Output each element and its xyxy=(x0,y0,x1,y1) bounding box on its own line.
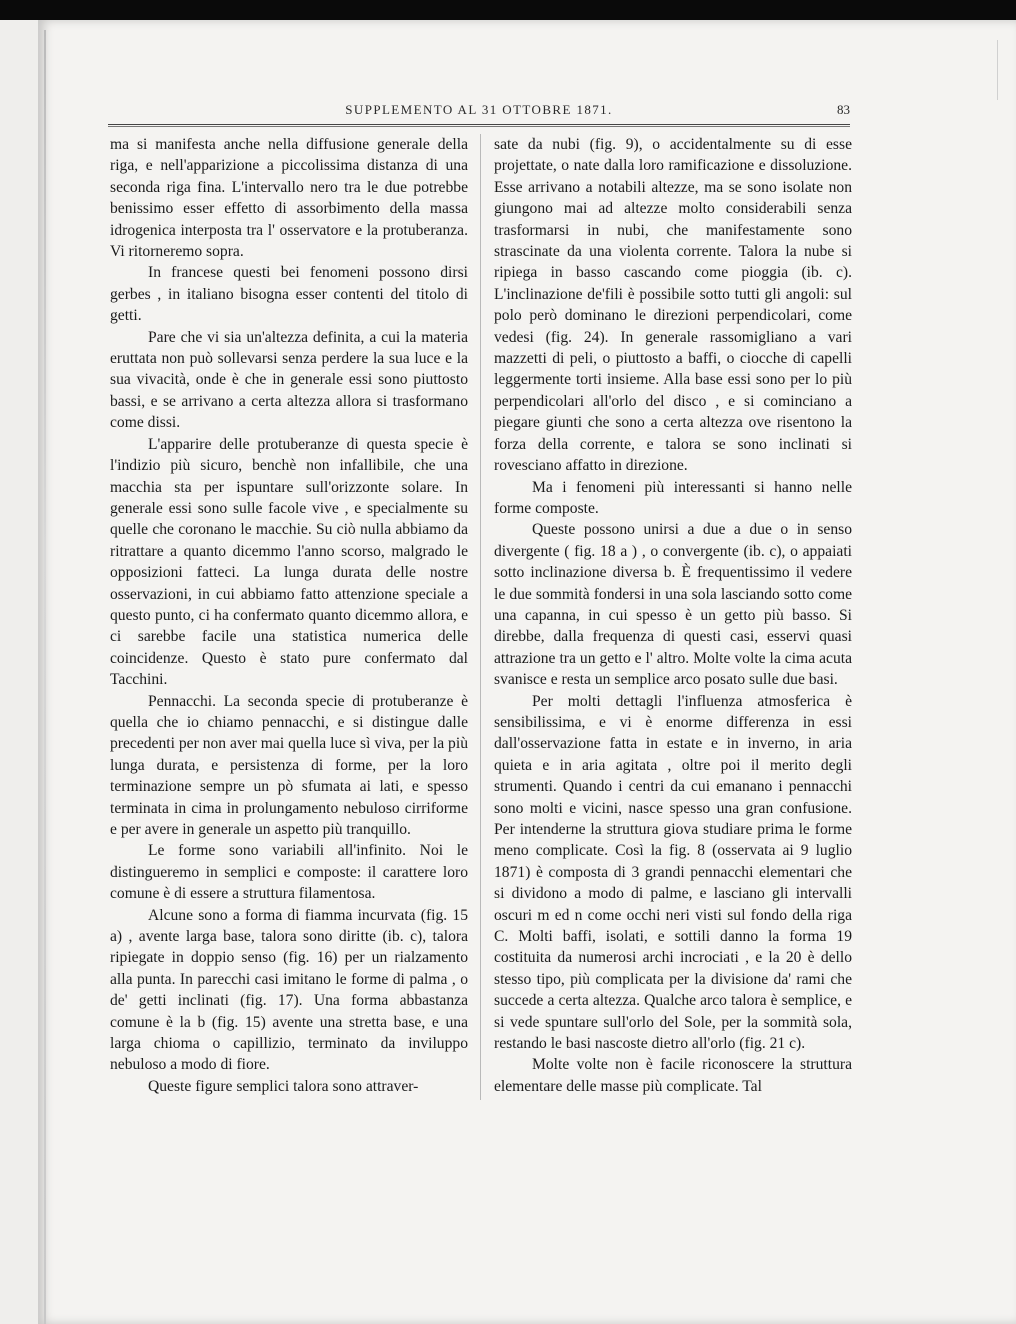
paragraph: Ma i fenomeni più interessanti si hanno nelle forme composte. xyxy=(494,478,852,517)
page-edge-mark xyxy=(987,40,998,100)
paragraph: Molte volte non è facile riconoscere la struttura elementare delle masse più complicate. Tal xyxy=(494,1056,852,1095)
paragraph: Per molti dettagli l'influenza atmosferica è sensibilissima, e vi è enorme differenza in essi dall'osservazione fatta in estate e in inverno, in aria quieta e in aria agitata , oltre poi il merito degli strumenti. Quando i centri da cui emanano i pennacchi sono molti e vicini, nasce spesso una gran confusione. Per intenderne la struttura giova studiare prima le forme meno complicate. Così la fig. 8 (osservata ai 9 luglio 1871) è composta di 3 grandi pennacchi elementari che si dividono a modo di palme, e lasciano gli intervalli oscuri m ed n come occhi neri visti sul fondo della riga C. Molti baffi, isolati, e sottili danno la forma 19 costituita da numerosi archi incrociati , e la 20 è dello stesso tipo, più complicata per la divisione da' rami che succede a certa altezza. Qualche arco talora è semplice, e si vede spuntare sull'orlo del Sole, per la sommità sola, restando le basi nascoste dietro all'orlo (fig. 21 c). xyxy=(494,692,852,1053)
left-column xyxy=(110,134,468,1097)
paragraph: Queste figure semplici talora sono attraver- xyxy=(148,1077,419,1095)
paragraph: In francese questi bei fenomeni possono dirsi gerbes , in italiano bisogna esser contenti del titolo di getti. xyxy=(110,264,468,325)
paragraph: Queste possono unirsi a due a due o in senso divergente ( fig. 18 a ) , o convergente (ib. c), o appaiati sotto inclinazione diversa b. È frequentissimo il vedere le due sommità fondersi in una sola lasciando sotto come una capanna, in cui spesso è un getto più basso. Si direbbe, dalla frequenza di questi casi, esservi quasi attrazione tra un getto e l' altro. Molte volte la cima acuta svanisce e resta un semplice arco posato sulle due basi. xyxy=(494,521,852,689)
paragraph: ma si manifesta anche nella diffusione generale della riga, e nell'apparizione a piccolissima distanza di una seconda riga fina. L'intervallo nero tra le due potrebbe benissimo esser effetto di assorbimento della massa idrogenica interposta tra l' osservatore e la protuberanza. Vi ritorneremo sopra. xyxy=(110,136,468,261)
header-rule xyxy=(108,124,850,127)
paragraph: sate da nubi (fig. 9), o accidentalmente su di esse projettate, o nate dalla loro ramificazione e dissoluzione. Esse arrivano a notabili altezze, ma se sono isolate non giungono mai ad altezze molto considerabili senza trasformarsi in nubi, che manifestamente sono strascinate da una violenta corrente. Talora la nube si ripiega in basso cascando come pioggia (ib. c). L'inclinazione de'fili è possibile sotto tutti gli angoli: sul polo però dominano le direzioni perpendicolari, come vedesi (fig. 24). In generale rassomigliano a vari mazzetti di peli, o piuttosto a baffi, o ciocche di capelli leggermente torti insieme. Alla base essi sono per lo più perpendicolari all'orlo del disco , e si cominciano a piegare giunti che sono a certa altezza ove risentono la forza della corrente, e talora se sono inclinati si rovesciano affatto in direzione. xyxy=(494,136,852,475)
paragraph: Alcune sono a forma di fiamma incurvata (fig. 15 a) , avente larga base, talora sono diritte (ib. c), talora ripiegate in doppio senso (fig. 16) per un rialzamento alla punta. In parecchi casi imitano le forme di palma , o de' getti inclinati (fig. 17). Una forma abbastanza comune è la b (fig. 15) avente una stretta base, e una larga chioma o capillizio, terminato da inviluppo nebuloso a modo di fiore. xyxy=(110,906,468,1074)
header-title: SUPPLEMENTO AL 31 OTTOBRE 1871. xyxy=(345,102,613,117)
paragraph: Le forme sono variabili all'infinito. Noi le distingueremo in semplici e composte: il carattere loro comune è di essere a struttura filamentosa. xyxy=(110,842,468,903)
running-header xyxy=(108,100,850,124)
right-column xyxy=(494,134,852,1097)
paragraph: Pennacchi. La seconda specie di protuberanze è quella che io chiamo pennacchi, e si distingue dalle precedenti per non aver mai quella luce sì viva, per la più lunga durata, e persistenza di forme, per la loro terminazione sempre un pò sfumata ai lati, e spesso terminata in cima in prolungamento nebuloso cirriforme e per avere in generale un aspetto più tranquillo. xyxy=(110,692,468,838)
binding-edge xyxy=(44,30,46,1324)
paragraph: L'apparire delle protuberanze di questa specie è l'indizio più sicuro, benchè non infallibile, che una macchia sta per ispuntare sull'orizzonte solare. In generale essi sono sulle facole vive , e specialmente su quelle che coronano le macchie. Su ciò nulla abbiamo da ritrattare a quanto dicemmo l'anno scorso, malgrado le opposizioni fatteci. La lunga durata delle nostre osservazioni, in cui abbiamo fatto attenzione speciale a questo punto, ci ha confermato quanto dicemmo allora, e ci sarebbe facile una statistica numerica delle coincidenze. Questo è stato pure confermato dal Tacchini. xyxy=(110,435,468,689)
column-separator xyxy=(480,134,481,1100)
page-number: 83 xyxy=(837,102,850,117)
paragraph: Pare che vi sia un'altezza definita, a cui la materia eruttata non può sollevarsi senza perdere la sua luce e la sua vivacità, onde è che in generale essi sono piuttosto bassi, e se arrivano a certa altezza allora si trasformano come dissi. xyxy=(110,328,468,432)
